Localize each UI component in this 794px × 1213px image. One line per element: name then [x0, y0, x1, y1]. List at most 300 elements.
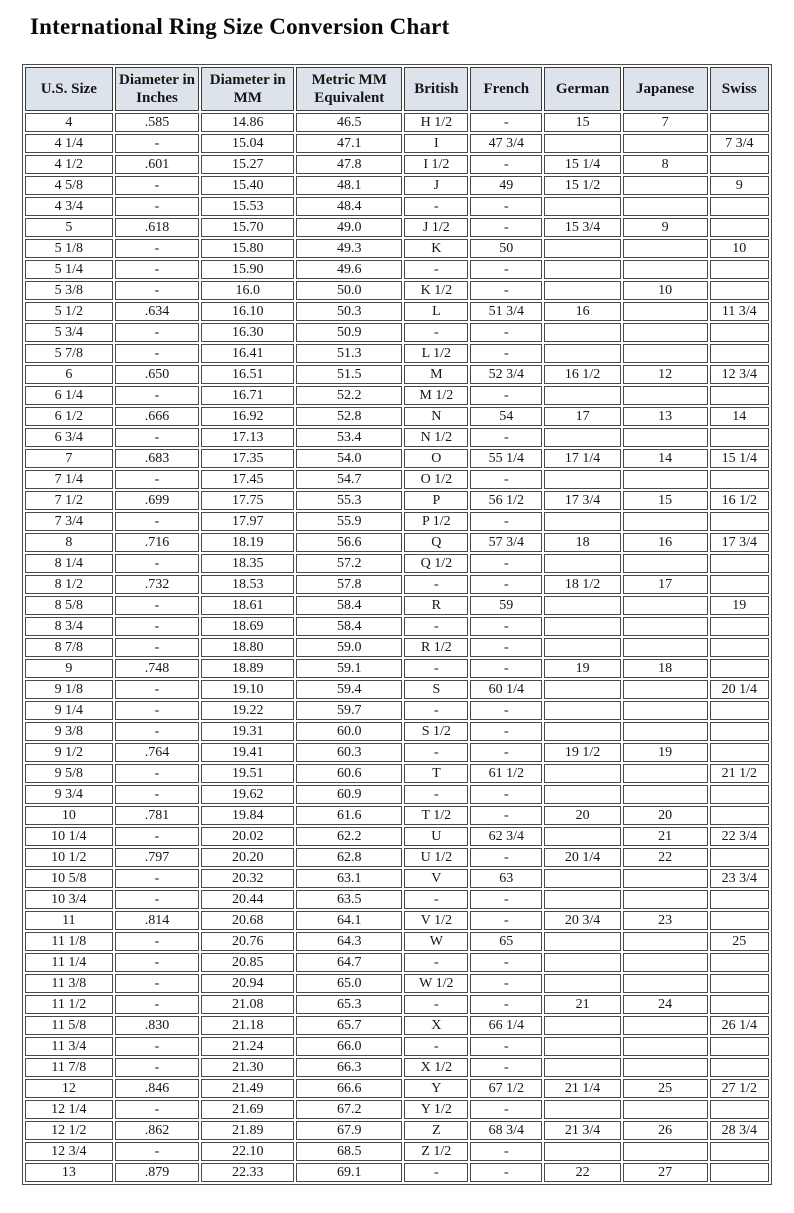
table-cell: - — [115, 197, 200, 216]
table-cell: - — [115, 596, 200, 615]
table-cell: 18.89 — [201, 659, 294, 678]
table-row — [25, 1100, 769, 1119]
table-cell: - — [115, 827, 200, 846]
table-cell — [710, 701, 769, 720]
table-cell — [544, 554, 621, 573]
table-row — [25, 239, 769, 258]
table-cell: 22 3/4 — [710, 827, 769, 846]
table-cell: - — [470, 995, 542, 1014]
table-cell: - — [115, 953, 200, 972]
table-cell — [710, 743, 769, 762]
table-cell: 15.27 — [201, 155, 294, 174]
table-cell — [623, 701, 708, 720]
table-cell: 60 1/4 — [470, 680, 542, 699]
table-cell: 50.9 — [296, 323, 402, 342]
table-cell: - — [115, 932, 200, 951]
table-cell: .699 — [115, 491, 200, 510]
table-cell: - — [115, 701, 200, 720]
table-cell: 5 1/4 — [25, 260, 113, 279]
table-cell: 12 3/4 — [25, 1142, 113, 1161]
table-cell — [544, 974, 621, 993]
table-cell: - — [115, 134, 200, 153]
table-cell — [710, 911, 769, 930]
page-title: International Ring Size Conversion Chart — [30, 14, 450, 39]
table-row — [25, 974, 769, 993]
table-cell: 15.04 — [201, 134, 294, 153]
table-cell — [623, 1100, 708, 1119]
table-cell: - — [404, 953, 468, 972]
table-cell: 62.8 — [296, 848, 402, 867]
table-cell — [544, 890, 621, 909]
table-row — [25, 764, 769, 783]
table-cell: - — [115, 428, 200, 447]
table-cell: Z 1/2 — [404, 1142, 468, 1161]
table-row — [25, 134, 769, 153]
table-cell — [623, 1058, 708, 1077]
table-cell: - — [470, 953, 542, 972]
table-row — [25, 617, 769, 636]
table-cell: 21.08 — [201, 995, 294, 1014]
table-cell — [623, 554, 708, 573]
table-cell: 15 1/2 — [544, 176, 621, 195]
table-cell: 20.85 — [201, 953, 294, 972]
table-cell: .814 — [115, 911, 200, 930]
table-cell: 25 — [710, 932, 769, 951]
table-cell: 60.6 — [296, 764, 402, 783]
table-cell: J — [404, 176, 468, 195]
table-row — [25, 1058, 769, 1077]
table-cell: - — [404, 890, 468, 909]
table-cell: 63 — [470, 869, 542, 888]
table-row — [25, 197, 769, 216]
table-cell: .764 — [115, 743, 200, 762]
table-cell: 64.7 — [296, 953, 402, 972]
table-cell: 28 3/4 — [710, 1121, 769, 1140]
table-cell: 12 — [623, 365, 708, 384]
table-cell — [710, 428, 769, 447]
table-cell: 52 3/4 — [470, 365, 542, 384]
table-cell — [623, 134, 708, 153]
table-row — [25, 827, 769, 846]
table-cell: 65.7 — [296, 1016, 402, 1035]
table-cell: - — [115, 554, 200, 573]
table-cell: 50.0 — [296, 281, 402, 300]
table-row — [25, 344, 769, 363]
table-row — [25, 260, 769, 279]
table-cell: 11 1/4 — [25, 953, 113, 972]
table-cell: 49 — [470, 176, 542, 195]
table-cell: 61.6 — [296, 806, 402, 825]
table-cell: - — [115, 512, 200, 531]
table-cell: 51 3/4 — [470, 302, 542, 321]
table-cell — [623, 932, 708, 951]
table-row — [25, 491, 769, 510]
table-cell: - — [115, 281, 200, 300]
table-cell: 20 1/4 — [710, 680, 769, 699]
table-cell: 18 1/2 — [544, 575, 621, 594]
table-cell: 8 3/4 — [25, 617, 113, 636]
table-cell — [623, 596, 708, 615]
table-cell: 58.4 — [296, 617, 402, 636]
table-row — [25, 890, 769, 909]
table-cell: 65.3 — [296, 995, 402, 1014]
column-header-diameter-in-mm: Diameter in MM — [201, 67, 294, 111]
table-cell: 22.33 — [201, 1163, 294, 1182]
table-cell: 8 7/8 — [25, 638, 113, 657]
table-cell — [544, 1100, 621, 1119]
table-cell — [623, 302, 708, 321]
table-cell: 10 1/2 — [25, 848, 113, 867]
table-cell — [623, 386, 708, 405]
table-cell: - — [115, 869, 200, 888]
table-cell: .666 — [115, 407, 200, 426]
table-cell: 59 — [470, 596, 542, 615]
column-header-french: French — [470, 67, 542, 111]
table-cell: S — [404, 680, 468, 699]
table-row — [25, 113, 769, 132]
table-row — [25, 1079, 769, 1098]
table-cell: 21.24 — [201, 1037, 294, 1056]
table-cell: 46.5 — [296, 113, 402, 132]
table-cell — [623, 764, 708, 783]
table-cell: 57.8 — [296, 575, 402, 594]
table-cell — [710, 638, 769, 657]
table-cell — [623, 869, 708, 888]
table-cell: - — [470, 260, 542, 279]
table-cell: 57 3/4 — [470, 533, 542, 552]
table-row — [25, 1037, 769, 1056]
table-cell: 19.22 — [201, 701, 294, 720]
table-cell — [710, 722, 769, 741]
table-cell: - — [115, 386, 200, 405]
column-header-german: German — [544, 67, 621, 111]
table-cell: 15.90 — [201, 260, 294, 279]
table-cell: - — [470, 659, 542, 678]
table-cell: Z — [404, 1121, 468, 1140]
table-cell: 7 1/2 — [25, 491, 113, 510]
table-header-row — [25, 67, 769, 111]
table-cell: 20.94 — [201, 974, 294, 993]
table-cell — [710, 260, 769, 279]
table-cell: 11 3/4 — [710, 302, 769, 321]
table-cell: 26 — [623, 1121, 708, 1140]
table-cell: 17 3/4 — [710, 533, 769, 552]
table-cell: - — [115, 1037, 200, 1056]
table-cell: 18.53 — [201, 575, 294, 594]
table-row — [25, 995, 769, 1014]
table-cell: 5 3/4 — [25, 323, 113, 342]
table-cell: 69.1 — [296, 1163, 402, 1182]
table-cell — [710, 113, 769, 132]
table-row — [25, 659, 769, 678]
table-cell — [623, 722, 708, 741]
table-cell: 55.9 — [296, 512, 402, 531]
table-cell — [710, 659, 769, 678]
table-cell — [544, 470, 621, 489]
table-row — [25, 407, 769, 426]
table-cell: 5 3/8 — [25, 281, 113, 300]
table-cell — [544, 638, 621, 657]
table-cell: - — [470, 1037, 542, 1056]
table-cell: 6 1/4 — [25, 386, 113, 405]
column-header-diameter-in-inches: Diameter in Inches — [115, 67, 200, 111]
table-cell: 68.5 — [296, 1142, 402, 1161]
table-cell: - — [470, 344, 542, 363]
table-cell: .797 — [115, 848, 200, 867]
table-row — [25, 323, 769, 342]
table-cell: 7 1/4 — [25, 470, 113, 489]
table-cell: 16 1/2 — [544, 365, 621, 384]
table-cell: - — [404, 659, 468, 678]
table-cell: T — [404, 764, 468, 783]
table-cell: - — [115, 890, 200, 909]
table-cell: 54.7 — [296, 470, 402, 489]
table-cell: 17.97 — [201, 512, 294, 531]
table-cell — [544, 1142, 621, 1161]
table-cell: - — [404, 617, 468, 636]
table-cell — [544, 932, 621, 951]
table-cell: 49.0 — [296, 218, 402, 237]
table-cell: 6 1/2 — [25, 407, 113, 426]
table-cell: 52.2 — [296, 386, 402, 405]
table-cell: 63.5 — [296, 890, 402, 909]
table-cell: 19.62 — [201, 785, 294, 804]
table-cell — [710, 890, 769, 909]
table-cell: 5 1/2 — [25, 302, 113, 321]
table-cell: 19.10 — [201, 680, 294, 699]
table-row — [25, 680, 769, 699]
table-cell: V 1/2 — [404, 911, 468, 930]
table-cell: 15.53 — [201, 197, 294, 216]
table-cell: V — [404, 869, 468, 888]
table-cell: M — [404, 365, 468, 384]
table-cell: 15.80 — [201, 239, 294, 258]
table-row — [25, 1142, 769, 1161]
table-cell: 49.6 — [296, 260, 402, 279]
table-cell: - — [115, 995, 200, 1014]
table-cell: - — [470, 974, 542, 993]
table-cell — [710, 575, 769, 594]
table-cell: 64.1 — [296, 911, 402, 930]
table-cell: 8 1/4 — [25, 554, 113, 573]
table-cell: 19.41 — [201, 743, 294, 762]
table-cell: 4 1/2 — [25, 155, 113, 174]
table-cell: I 1/2 — [404, 155, 468, 174]
table-cell: - — [470, 701, 542, 720]
table-cell: 15 3/4 — [544, 218, 621, 237]
table-cell: 59.1 — [296, 659, 402, 678]
table-cell: 20.32 — [201, 869, 294, 888]
table-cell: 18 — [544, 533, 621, 552]
table-cell: 16.41 — [201, 344, 294, 363]
table-cell: - — [115, 176, 200, 195]
table-cell: 18.61 — [201, 596, 294, 615]
table-cell — [623, 617, 708, 636]
table-cell: 66.3 — [296, 1058, 402, 1077]
table-cell: - — [470, 722, 542, 741]
table-cell: 66 1/4 — [470, 1016, 542, 1035]
table-cell: 51.3 — [296, 344, 402, 363]
table-cell: 50.3 — [296, 302, 402, 321]
table-cell: - — [404, 575, 468, 594]
table-cell — [710, 995, 769, 1014]
table-cell: - — [115, 617, 200, 636]
column-header-british: British — [404, 67, 468, 111]
table-row — [25, 953, 769, 972]
table-cell: .683 — [115, 449, 200, 468]
table-cell: 12 — [25, 1079, 113, 1098]
table-row — [25, 428, 769, 447]
table-cell: 52.8 — [296, 407, 402, 426]
table-cell: 5 1/8 — [25, 239, 113, 258]
table-cell: - — [115, 638, 200, 657]
table-cell: - — [404, 743, 468, 762]
table-cell: - — [404, 1037, 468, 1056]
table-cell: 5 — [25, 218, 113, 237]
table-cell — [710, 386, 769, 405]
table-cell: 56 1/2 — [470, 491, 542, 510]
table-cell — [544, 1016, 621, 1035]
table-row — [25, 911, 769, 930]
table-cell: 4 1/4 — [25, 134, 113, 153]
table-row — [25, 281, 769, 300]
table-cell: X — [404, 1016, 468, 1035]
table-cell: Y 1/2 — [404, 1100, 468, 1119]
table-cell — [623, 1142, 708, 1161]
table-cell: 13 — [25, 1163, 113, 1182]
table-cell: U — [404, 827, 468, 846]
table-cell: 11 7/8 — [25, 1058, 113, 1077]
table-cell: X 1/2 — [404, 1058, 468, 1077]
table-cell: 21.49 — [201, 1079, 294, 1098]
table-cell: 17 — [544, 407, 621, 426]
table-row — [25, 449, 769, 468]
table-cell: 18.80 — [201, 638, 294, 657]
table-cell: - — [470, 638, 542, 657]
table-cell: R — [404, 596, 468, 615]
table-body — [25, 113, 769, 1182]
table-row — [25, 218, 769, 237]
table-row — [25, 470, 769, 489]
table-cell: 15.70 — [201, 218, 294, 237]
table-cell: - — [470, 197, 542, 216]
table-cell: .879 — [115, 1163, 200, 1182]
table-cell: - — [115, 1058, 200, 1077]
table-cell: 62 3/4 — [470, 827, 542, 846]
table-row — [25, 1163, 769, 1182]
table-row — [25, 785, 769, 804]
table-cell: 64.3 — [296, 932, 402, 951]
table-cell: - — [404, 995, 468, 1014]
table-cell: - — [115, 239, 200, 258]
table-cell: 59.4 — [296, 680, 402, 699]
table-cell: 21 — [623, 827, 708, 846]
table-row — [25, 743, 769, 762]
table-cell — [623, 974, 708, 993]
table-row — [25, 1016, 769, 1035]
table-cell — [710, 281, 769, 300]
table-cell: - — [470, 848, 542, 867]
table-cell: 8 1/2 — [25, 575, 113, 594]
table-cell: 16.71 — [201, 386, 294, 405]
table-cell: - — [404, 323, 468, 342]
table-cell: 20.02 — [201, 827, 294, 846]
table-cell: 19.31 — [201, 722, 294, 741]
table-cell: - — [404, 260, 468, 279]
table-cell — [544, 680, 621, 699]
table-cell: 62.2 — [296, 827, 402, 846]
table-cell: 16.30 — [201, 323, 294, 342]
table-cell: 9 — [25, 659, 113, 678]
table-cell: 27 1/2 — [710, 1079, 769, 1098]
column-header-u-s-size: U.S. Size — [25, 67, 113, 111]
table-cell: - — [115, 974, 200, 993]
table-cell: 16 1/2 — [710, 491, 769, 510]
table-cell: 54.0 — [296, 449, 402, 468]
table-cell: 17 1/4 — [544, 449, 621, 468]
table-cell: - — [115, 785, 200, 804]
table-row — [25, 869, 769, 888]
table-cell: - — [115, 764, 200, 783]
table-cell: 5 7/8 — [25, 344, 113, 363]
table-cell: 8 — [25, 533, 113, 552]
table-cell: W 1/2 — [404, 974, 468, 993]
table-cell — [710, 953, 769, 972]
table-cell: 67.2 — [296, 1100, 402, 1119]
table-cell: 27 — [623, 1163, 708, 1182]
table-cell: 16.0 — [201, 281, 294, 300]
table-cell — [623, 260, 708, 279]
table-cell: - — [115, 680, 200, 699]
table-cell: 16.92 — [201, 407, 294, 426]
table-cell: 10 — [710, 239, 769, 258]
table-cell: - — [470, 806, 542, 825]
table-cell: S 1/2 — [404, 722, 468, 741]
table-cell: 9 — [710, 176, 769, 195]
table-cell: 18.69 — [201, 617, 294, 636]
table-cell — [544, 596, 621, 615]
table-cell: 26 1/4 — [710, 1016, 769, 1035]
table-cell: 11 3/4 — [25, 1037, 113, 1056]
table-cell — [544, 323, 621, 342]
table-row — [25, 596, 769, 615]
table-cell: - — [470, 1142, 542, 1161]
table-cell — [710, 785, 769, 804]
table-cell — [544, 785, 621, 804]
table-cell: 7 — [623, 113, 708, 132]
table-cell: 10 3/4 — [25, 890, 113, 909]
table-cell: - — [470, 386, 542, 405]
table-cell: 58.4 — [296, 596, 402, 615]
table-cell — [544, 197, 621, 216]
table-cell: - — [470, 1163, 542, 1182]
table-cell — [623, 785, 708, 804]
table-cell: 15 — [544, 113, 621, 132]
table-cell: 59.7 — [296, 701, 402, 720]
table-cell: Q — [404, 533, 468, 552]
table-cell: 20 3/4 — [544, 911, 621, 930]
table-cell: 17 3/4 — [544, 491, 621, 510]
table-cell: 4 5/8 — [25, 176, 113, 195]
table-cell: U 1/2 — [404, 848, 468, 867]
table-cell: 9 1/4 — [25, 701, 113, 720]
table-cell: 19 — [544, 659, 621, 678]
table-cell: 20.68 — [201, 911, 294, 930]
table-cell — [544, 344, 621, 363]
table-cell: I — [404, 134, 468, 153]
table-cell: .748 — [115, 659, 200, 678]
table-cell: 12 3/4 — [710, 365, 769, 384]
